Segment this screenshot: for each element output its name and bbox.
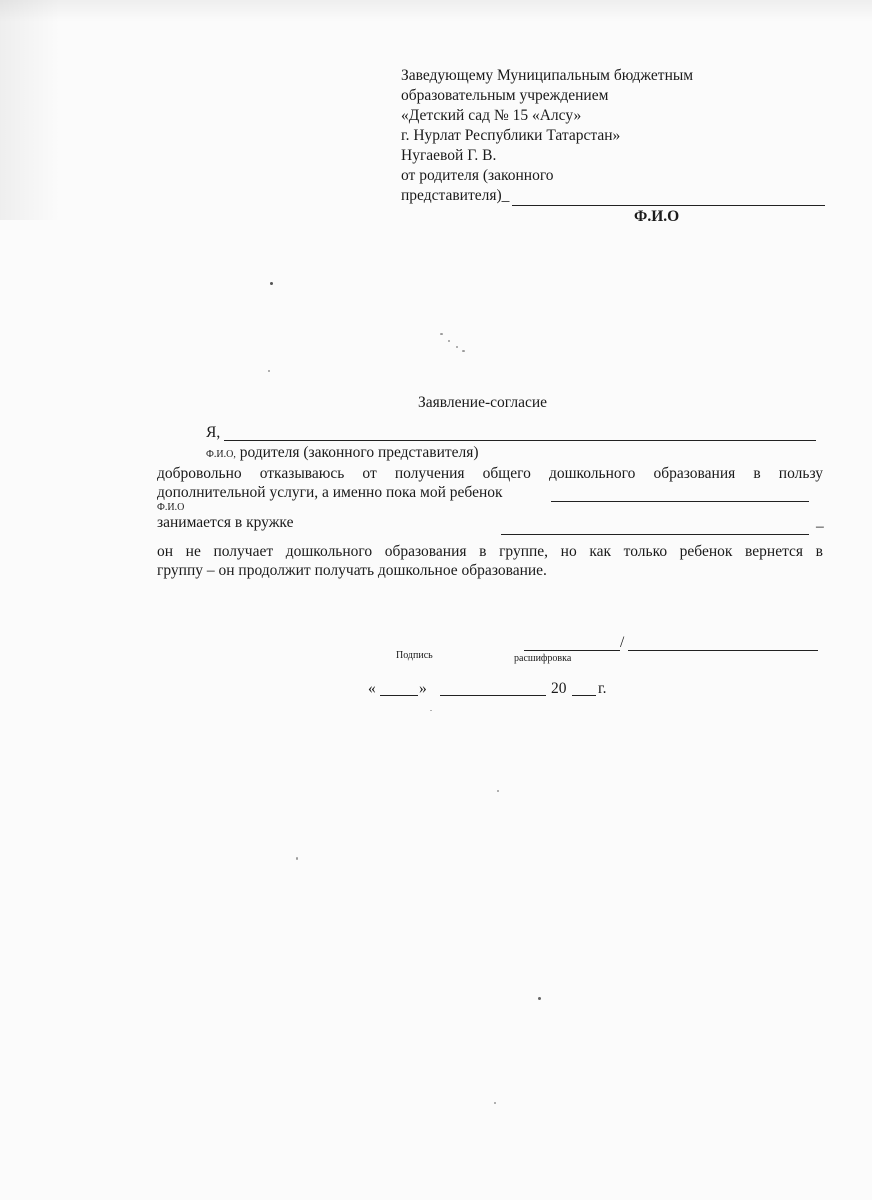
- parent-fio-underline: [224, 440, 816, 441]
- date-open-quote: «: [368, 680, 376, 697]
- signature-underline: [524, 650, 620, 651]
- scan-speck: [494, 1102, 496, 1104]
- header-line-3: «Детский сад № 15 «Алсу»: [401, 107, 582, 124]
- body-line-3: он не получает дошкольного образования в группе, но как только ребенок вернется в: [157, 543, 823, 560]
- signature-slash: /: [620, 634, 625, 651]
- body-line-1: добровольно отказываюсь от получения общего дошкольного образования в пользу: [157, 465, 823, 482]
- ya-label: Я,: [206, 424, 221, 441]
- date-month-underline: [440, 695, 546, 696]
- child-fio-caption: Ф.И.О: [157, 502, 185, 513]
- header-line-4: г. Нурлат Республики Татарстан»: [401, 127, 621, 144]
- club-label: занимается в кружке: [157, 514, 294, 531]
- parent-caption-fio: Ф.И.О,: [206, 449, 236, 460]
- body-line-2: дополнительной услуги, а именно пока мой ребенок: [157, 484, 503, 501]
- parent-caption: [206, 443, 479, 464]
- parent-caption-text: родителя (законного представителя): [239, 444, 479, 461]
- header-line-6: от родителя (законного: [401, 167, 554, 184]
- scan-shadow-left: [0, 0, 60, 220]
- date-year-prefix: 20: [551, 680, 567, 697]
- club-dash: –: [816, 518, 824, 535]
- date-year-underline: [572, 695, 596, 696]
- signature-label: Подпись: [396, 650, 433, 661]
- scan-speck: [462, 350, 465, 352]
- scan-speck: [497, 790, 499, 792]
- scan-speck: [268, 370, 270, 372]
- child-fio-underline: [551, 501, 809, 502]
- scan-shadow-top: [0, 0, 872, 22]
- scan-speck: [456, 346, 458, 348]
- header-line-1: Заведующему Муниципальным бюджетным: [401, 67, 694, 84]
- decoding-underline: [628, 650, 818, 651]
- document-title: Заявление-согласие: [418, 394, 548, 411]
- date-close-quote: »: [419, 680, 427, 697]
- scan-speck: [538, 997, 541, 1000]
- decoding-label: расшифровка: [514, 653, 572, 664]
- scan-speck: [270, 282, 273, 285]
- header-representative-label: представителя)_: [401, 187, 510, 204]
- date-day-underline: [380, 695, 418, 696]
- header-fio-caption: Ф.И.О: [634, 208, 680, 225]
- date-year-suffix: г.: [598, 680, 607, 697]
- header-fio-underline: [512, 205, 825, 206]
- scan-speck: [448, 340, 450, 342]
- header-line-2: образовательным учреждением: [401, 87, 609, 104]
- scan-speck: [430, 710, 432, 711]
- scan-speck: [296, 857, 298, 860]
- body-line-4: группу – он продолжит получать дошкольное образование.: [157, 562, 547, 579]
- header-line-5: Нугаевой Г. В.: [401, 147, 497, 164]
- scan-speck: [440, 333, 443, 335]
- club-underline: [501, 534, 809, 535]
